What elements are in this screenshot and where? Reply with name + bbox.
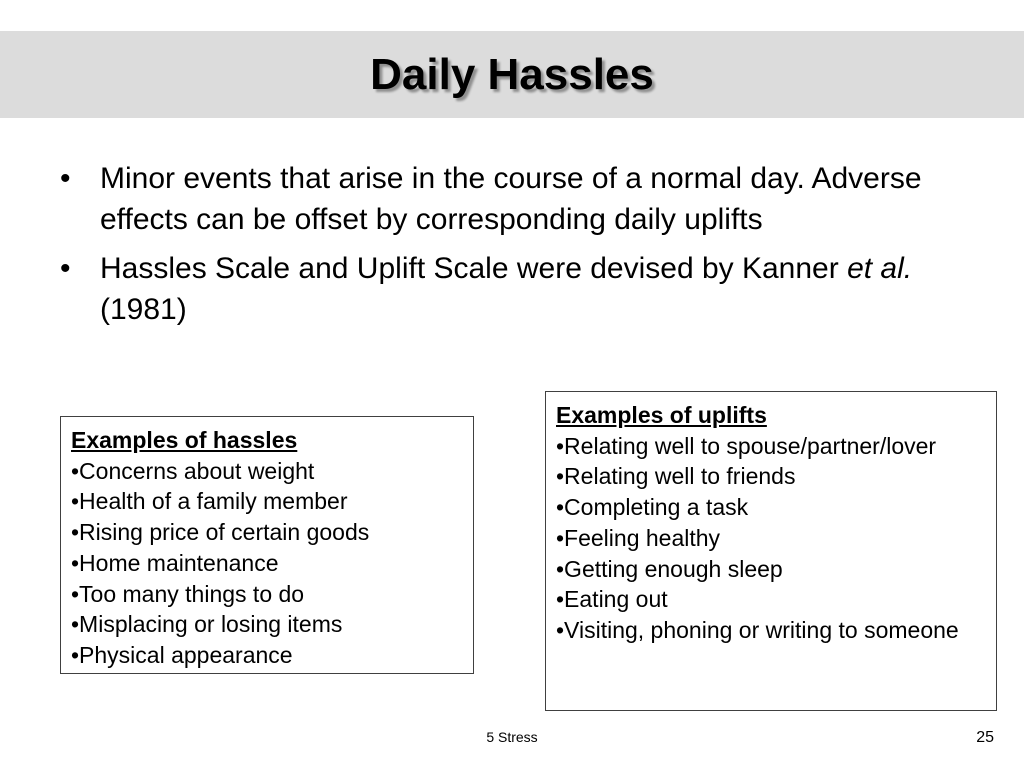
uplift-item: •Eating out xyxy=(556,586,668,613)
bullet-marker: • xyxy=(60,162,71,195)
uplift-item: •Relating well to spouse/partner/lover xyxy=(556,432,937,459)
uplifts-heading: Examples of uplifts xyxy=(556,402,767,428)
hassle-item: •Home maintenance xyxy=(71,549,279,576)
title-band xyxy=(0,31,1024,118)
uplift-item: •Relating well to friends xyxy=(556,463,796,490)
hassle-item: •Misplacing or losing items xyxy=(71,611,343,638)
uplift-item: •Completing a task xyxy=(556,494,749,521)
hassle-item: •Physical appearance xyxy=(71,641,293,668)
uplifts-examples-box xyxy=(545,391,997,711)
bullet-marker: • xyxy=(60,252,71,285)
citation-year: (1981) xyxy=(100,293,187,326)
hassles-examples-box xyxy=(60,416,474,674)
hassle-item: •Rising price of certain goods xyxy=(71,519,370,546)
uplift-item: •Visiting, phoning or writing to someone xyxy=(556,616,959,643)
uplift-item: •Getting enough sleep xyxy=(556,555,783,582)
hassles-heading: Examples of hassles xyxy=(71,427,298,453)
page-number: 25 xyxy=(976,729,994,746)
bullet-item xyxy=(60,158,960,240)
hassle-item: •Too many things to do xyxy=(71,580,305,607)
hassle-item: •Concerns about weight xyxy=(71,457,315,484)
bullet-item xyxy=(60,248,960,330)
slide-title: Daily Hassles xyxy=(370,50,654,99)
bullet-text: Hassles Scale and Uplift Scale were devised by Kanner xyxy=(100,252,848,285)
citation-italic: et al. xyxy=(847,252,913,285)
hassle-item: •Health of a family member xyxy=(71,488,348,515)
bullet-text: Minor events that arise in the course of a normal day. Adverse effects can be offset by corresponding daily uplifts xyxy=(100,162,922,236)
bullet-list xyxy=(60,158,960,338)
footer-section-label: 5 Stress xyxy=(486,729,538,745)
uplift-item: •Feeling healthy xyxy=(556,524,721,551)
